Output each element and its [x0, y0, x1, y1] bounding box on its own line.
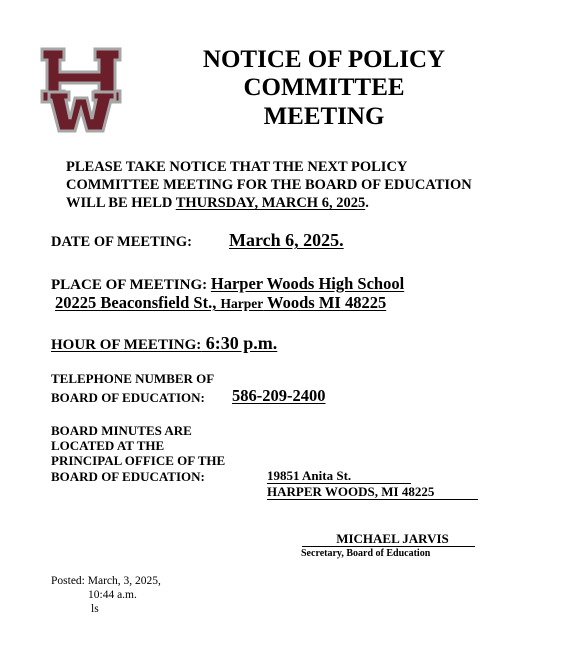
place-city-rest: Woods MI 48225 — [263, 293, 387, 312]
date-value: March 6, 2025. — [229, 230, 344, 250]
notice-line-3 — [66, 194, 369, 212]
page-title-line-2: COMMITTEE — [243, 74, 405, 101]
place-address — [55, 293, 386, 313]
posted-line-3: ls — [91, 603, 99, 615]
minutes-line-2: LOCATED AT THE — [51, 438, 165, 453]
notice-suffix: . — [365, 195, 369, 211]
posted-line-2: 10:44 a.m. — [88, 589, 137, 601]
minutes-address-1: 19851 Anita St. — [267, 469, 411, 484]
school-logo — [39, 46, 125, 134]
place-street: 20225 Beaconsfield St., — [55, 293, 221, 312]
minutes-address-2: HARPER WOODS, MI 48225 — [267, 485, 478, 500]
signature-title: Secretary, Board of Education — [301, 548, 431, 559]
telephone-label-2: BOARD OF EDUCATION: — [51, 390, 205, 405]
notice-line-1: PLEASE TAKE NOTICE THAT THE NEXT POLICY — [66, 159, 408, 175]
hour-label: HOUR OF MEETING: — [51, 337, 202, 353]
minutes-line-1: BOARD MINUTES ARE — [51, 423, 192, 438]
page-title-line-3: MEETING — [263, 103, 385, 130]
date-label: DATE OF MEETING: — [51, 234, 192, 250]
page-title-line-1: NOTICE OF POLICY — [202, 46, 446, 73]
posted-line-1: Posted: March, 3, 2025, — [51, 575, 161, 587]
hour-value: 6:30 p.m. — [201, 333, 278, 353]
place-school: Harper Woods High School — [210, 274, 405, 293]
notice-line-2: COMMITTEE MEETING FOR THE BOARD OF EDUCATION — [66, 177, 472, 193]
notice-date: THURSDAY, MARCH 6, 2025 — [175, 195, 366, 211]
minutes-line-4: BOARD OF EDUCATION: — [51, 469, 205, 484]
place-of-meeting — [51, 274, 404, 294]
hw-logo-icon — [39, 46, 125, 134]
hour-of-meeting — [51, 333, 277, 354]
place-label: PLACE OF MEETING: — [51, 277, 211, 293]
telephone-label-1: TELEPHONE NUMBER OF — [51, 371, 215, 386]
minutes-line-3: PRINCIPAL OFFICE OF THE — [51, 453, 226, 468]
signature-name: MICHAEL JARVIS — [302, 532, 475, 547]
notice-prefix: WILL BE HELD — [66, 195, 176, 211]
telephone-number: 586-209-2400 — [232, 386, 326, 405]
place-city-harper: Harper — [220, 296, 264, 311]
